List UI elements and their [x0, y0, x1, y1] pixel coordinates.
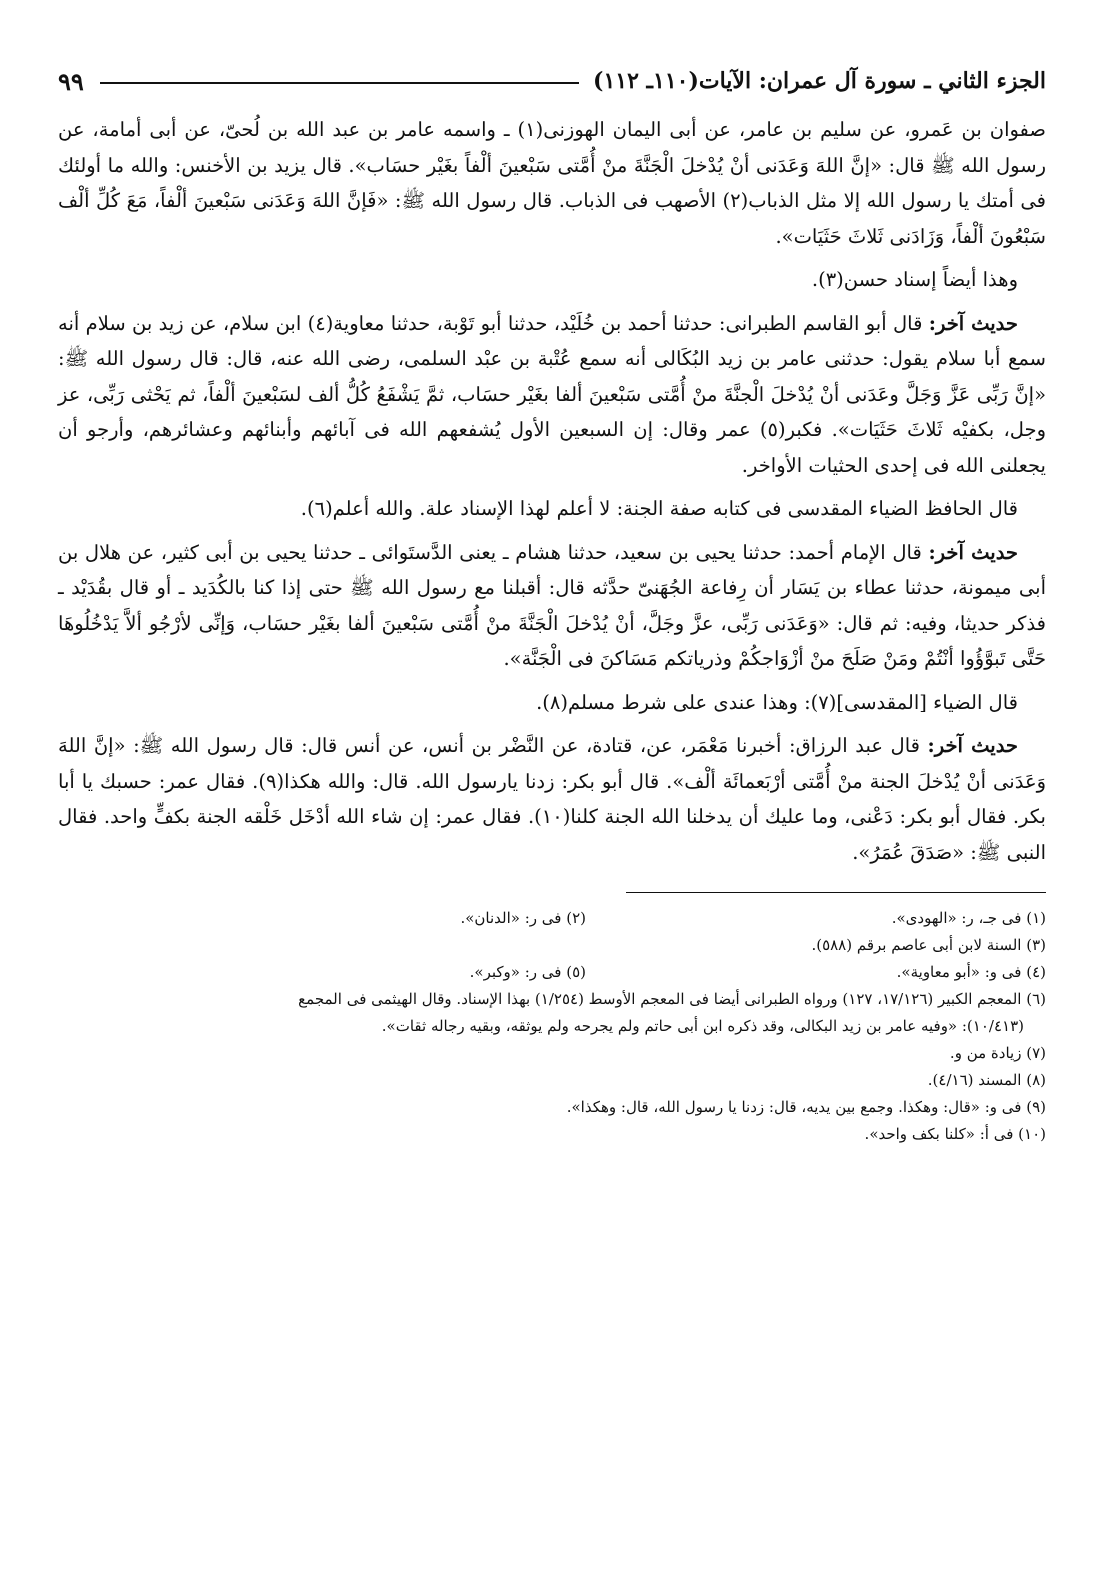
footnote-row: [58, 905, 1046, 932]
footnote-row: [58, 1094, 1046, 1121]
paragraph-3: حديث آخر: قال أبو القاسم الطبرانى: حدثنا أحمد بن خُلَيْد، حدثنا أبو تَوْبة، حدثنا معاوية(٤) ابن سلام، عن زيد بن سلام أنه سمع أبا سلام يقول: حدثنى عامر بن زيد البُكَالى أنه سمع عُتْبة بن عبْد السلمى، رضى الله عنه، قال: قال رسول الله ﷺ: «إنَّ رَبِّى عَزَّ وَجَلَّ وعَدَنى أنْ يُدْخلَ الْجنَّةَ منْ أُمَّتى سَبْعينَ ألفا بغَيْر حسَاب، ثمَّ يَشْفَعُ كُلُّ ألف لسَبْعينَ ألْفاً، ثم يَحْثى رَبِّى، عز وجل، بكفيْه ثَلاثَ حَثَيَات». فكبر(٥) عمر وقال: إن السبعين الأول يُشفعهم الله فى آبائهم وأبنائهم وعشائرهم، وأرجو أن يجعلنى الله فى إحدى الحثيات الأواخر.: [58, 311, 1046, 477]
footnote-10: (١٠) فى أ: «كلنا بكف واحد».: [864, 1125, 1046, 1143]
hadith-lead: حديث آخر:: [928, 540, 1018, 564]
main-text: [58, 112, 1046, 870]
footnote-row: [58, 1067, 1046, 1094]
footnote-row: [58, 986, 1046, 1013]
footnote-row: [58, 1013, 1046, 1040]
footnote-row: [58, 1040, 1046, 1067]
footnote-row: [58, 932, 1046, 959]
footnote-3: (٣) السنة لابن أبى عاصم برقم (٥٨٨).: [811, 936, 1046, 954]
footnote-row: [58, 1121, 1046, 1148]
footnote-row: [58, 959, 1046, 986]
footnote-8: (٨) المسند (٤/١٦).: [927, 1071, 1046, 1089]
page-header: [58, 64, 1046, 98]
hadith-lead: حديث آخر:: [928, 311, 1018, 335]
footnote-6-continued: (١٠/٤١٣): «وفيه عامر بن زيد البكالى، وقد ذكره ابن أبى حاتم ولم يجرحه ولم يوثقه، وبقيه رجاله ثقات».: [381, 1017, 1024, 1035]
paragraph-7: حديث آخر: قال عبد الرزاق: أخبرنا مَعْمَر، عن، قتادة، عن النَّضْر بن أنس، عن أنس قال: قال رسول الله ﷺ: «إنَّ اللهَ وَعَدَنى أنْ يُدْخلَ الجنة منْ أُمَّتى أرْبَعمائَة ألْف». قال أبو بكر: زدنا يارسول الله. قال: والله هكذا(٩). فقال عمر: حسبك يا أبا بكر. فقال أبو بكر: دَعْنى، وما عليك أن يدخلنا الله الجنة كلنا(١٠). فقال عمر: إن شاء الله أدْخَل خَلْقه الجنة بكفٍّ واحد. فقال النبى ﷺ: «صَدَقَ عُمَرُ».: [58, 734, 1046, 864]
footnote-2: (٢) فى ر: «الدنان».: [460, 909, 586, 927]
paragraph-1: صفوان بن عَمرو، عن سليم بن عامر، عن أبى اليمان الهوزنى(١) ـ واسمه عامر بن عبد الله بن لُحىّ، عن أبى أمامة، عن رسول الله ﷺ قال: «إنَّ اللهَ وَعَدَنى أنْ يُدْخلَ الْجَنَّةَ منْ أُمَّتى سَبْعينَ ألْفاً بغَيْر حسَاب». قال يزيد بن الأخنس: والله ما أولئك فى أمتك يا رسول الله إلا مثل الذباب(٢) الأصهب فى الذباب. قال رسول الله ﷺ: «فَإنَّ اللهَ وَعَدَنى سَبْعينَ ألْفاً، مَعَ كُلِّ ألْف سَبْعُونَ ألْفاً، وَزَادَنى ثَلاثَ حَثَيَات».: [58, 118, 1046, 248]
footnote-divider: [626, 892, 1046, 893]
hadith-lead: حديث آخر:: [927, 734, 1018, 757]
footnote-4: (٤) فى و: «أبو معاوية».: [896, 963, 1046, 981]
header-rule: [100, 82, 579, 84]
paragraph-5: حديث آخر: قال الإمام أحمد: حدثنا يحيى بن سعيد، حدثنا هشام ـ يعنى الدَّستَوائى ـ حدثنا يحيى بن أبى كثير، عن هلال بن أبى ميمونة، حدثنا عطاء بن يَسَار أن رِفاعة الجُهَنىّ حدَّثه قال: أقبلنا مع رسول الله ﷺ حتى إذا كنا بالكُدَيد ـ أو قال بقُدَيْد ـ فذكر حديثا، وفيه: ثم قال: «وَعَدَنى رَبِّى، عزَّ وجَلَّ، أنْ يُدْخلَ الْجَنَّةَ منْ أُمَّتى سَبْعينَ ألفا بغَيْر حسَاب، وَإنِّى لأرْجُو ألاَّ يَدْخُلُوهَا حَتَّى تَبوَّؤُوا أنْتُمْ ومَنْ صَلَحَ منْ أزْوَاجكُمْ وذرياتكم مَسَاكنَ فى الْجَنَّة».: [58, 540, 1046, 670]
paragraph-2: وهذا أيضاً إسناد حسن(٣).: [811, 268, 1018, 291]
running-title: الجزء الثاني ـ سورة آل عمران: الآيات(١١٠ـ ١١٢): [593, 68, 1046, 94]
footnote-9: (٩) فى و: «قال: وهكذا. وجمع بين يديه، قال: زدنا يا رسول الله، قال: وهكذا».: [566, 1098, 1046, 1116]
page-number: ٩٩: [58, 66, 84, 96]
footnote-1: (١) فى جـ، ر: «الهودى».: [891, 909, 1046, 927]
footnotes: [58, 905, 1046, 1148]
paragraph-4: قال الحافظ الضياء المقدسى فى كتابه صفة الجنة: لا أعلم لهذا الإسناد علة. والله أعلم(٦).: [300, 497, 1018, 520]
footnote-6: (٦) المعجم الكبير (١٧/١٢٦، ١٢٧) ورواه الطبرانى أيضا فى المعجم الأوسط (١/٢٥٤) بهذا الإسناد. وقال الهيثمى فى المجمع: [298, 990, 1046, 1008]
footnote-7: (٧) زيادة من و.: [949, 1044, 1046, 1062]
footnote-5: (٥) فى ر: «وكبر».: [469, 963, 586, 981]
paragraph-6: قال الضياء [المقدسى](٧): وهذا عندى على شرط مسلم(٨).: [536, 690, 1018, 714]
